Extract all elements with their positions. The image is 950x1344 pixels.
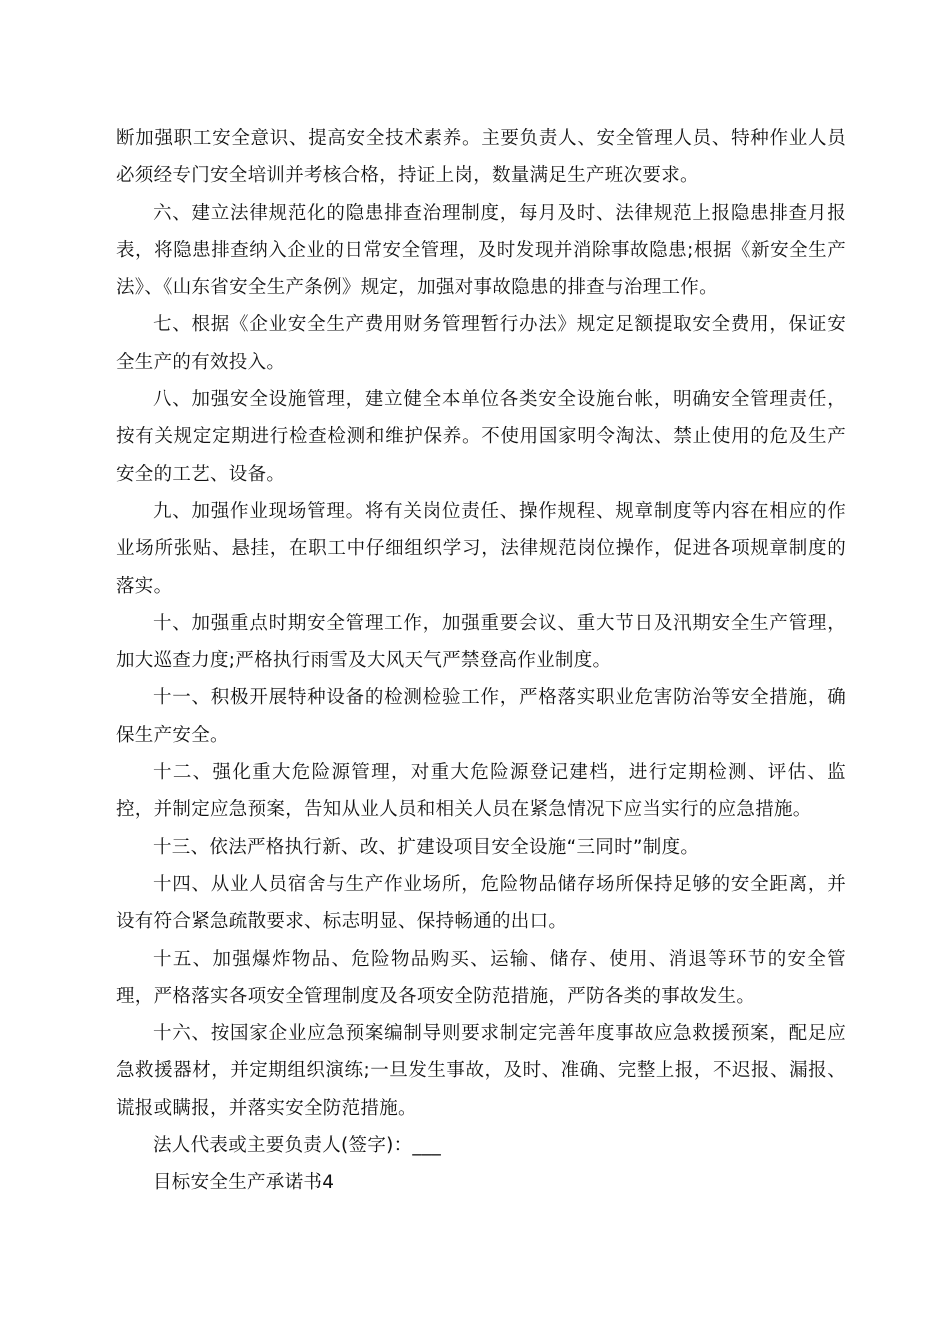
paragraph-item-14: 十四、从业人员宿舍与生产作业场所，危险物品储存场所保持足够的安全距离，并设有符合紧急疏散要求、标志明显、保持畅通的出口。 — [116, 873, 846, 933]
paragraph-item-8: 八、加强安全设施管理，建立健全本单位各类安全设施台帐，明确安全管理责任，按有关规定定期进行检查检测和维护保养。不使用国家明令淘汰、禁止使用的危及生产安全的工艺、设备。 — [116, 389, 846, 485]
paragraph-item-6: 六、建立法律规范化的隐患排查治理制度，每月及时、法律规范上报隐患排查月报表，将隐患排查纳入企业的日常安全管理，及时发现并消除事故隐患;根据《新安全生产法》、《山东省安全生产条例》规定，加强对事故隐患的排查与治理工作。 — [116, 202, 846, 299]
paragraph-continuation: 断加强职工安全意识、提高安全技术素养。主要负责人、安全管理人员、特种作业人员必须经专门安全培训并考核合格，持证上岗，数量满足生产班次要求。 — [116, 128, 846, 187]
paragraph-item-9: 九、加强作业现场管理。将有关岗位责任、操作规程、规章制度等内容在相应的作业场所张贴、悬挂，在职工中仔细组织学习，法律规范岗位操作，促进各项规章制度的落实。 — [116, 500, 846, 597]
signature-line: 法人代表或主要负责人(签字)：___ — [153, 1135, 442, 1157]
document-body — [116, 120, 846, 1202]
paragraph-item-12: 十二、强化重大危险源管理，对重大危险源登记建档，进行定期检测、评估、监控，并制定应急预案，告知从业人员和相关人员在紧急情况下应当实行的应急措施。 — [116, 762, 846, 821]
paragraph-item-13: 十三、依法严格执行新、改、扩建设项目安全设施“三同时”制度。 — [153, 836, 700, 858]
paragraph-item-11: 十一、积极开展特种设备的检测检验工作，严格落实职业危害防治等安全措施，确保生产安全。 — [116, 687, 846, 746]
paragraph-item-16: 十六、按国家企业应急预案编制导则要求制定完善年度事故应急救援预案，配足应急救援器材，并定期组织演练;一旦发生事故，及时、准确、完整上报，不迟报、漏报、谎报或瞒报，并落实安全防范措施。 — [116, 1023, 846, 1119]
paragraph-item-15: 十五、加强爆炸物品、危险物品购买、运输、储存、使用、消退等环节的安全管理，严格落实各项安全管理制度及各项安全防范措施，严防各类的事故发生。 — [116, 948, 846, 1007]
paragraph-item-10: 十、加强重点时期安全管理工作，加强重要会议、重大节日及汛期安全生产管理，加大巡查力度;严格执行雨雪及大风天气严禁登高作业制度。 — [116, 612, 846, 672]
paragraph-item-7: 七、根据《企业安全生产费用财务管理暂行办法》规定足额提取安全费用，保证安全生产的有效投入。 — [116, 314, 846, 373]
next-document-heading: 目标安全生产承诺书4 — [153, 1172, 335, 1194]
